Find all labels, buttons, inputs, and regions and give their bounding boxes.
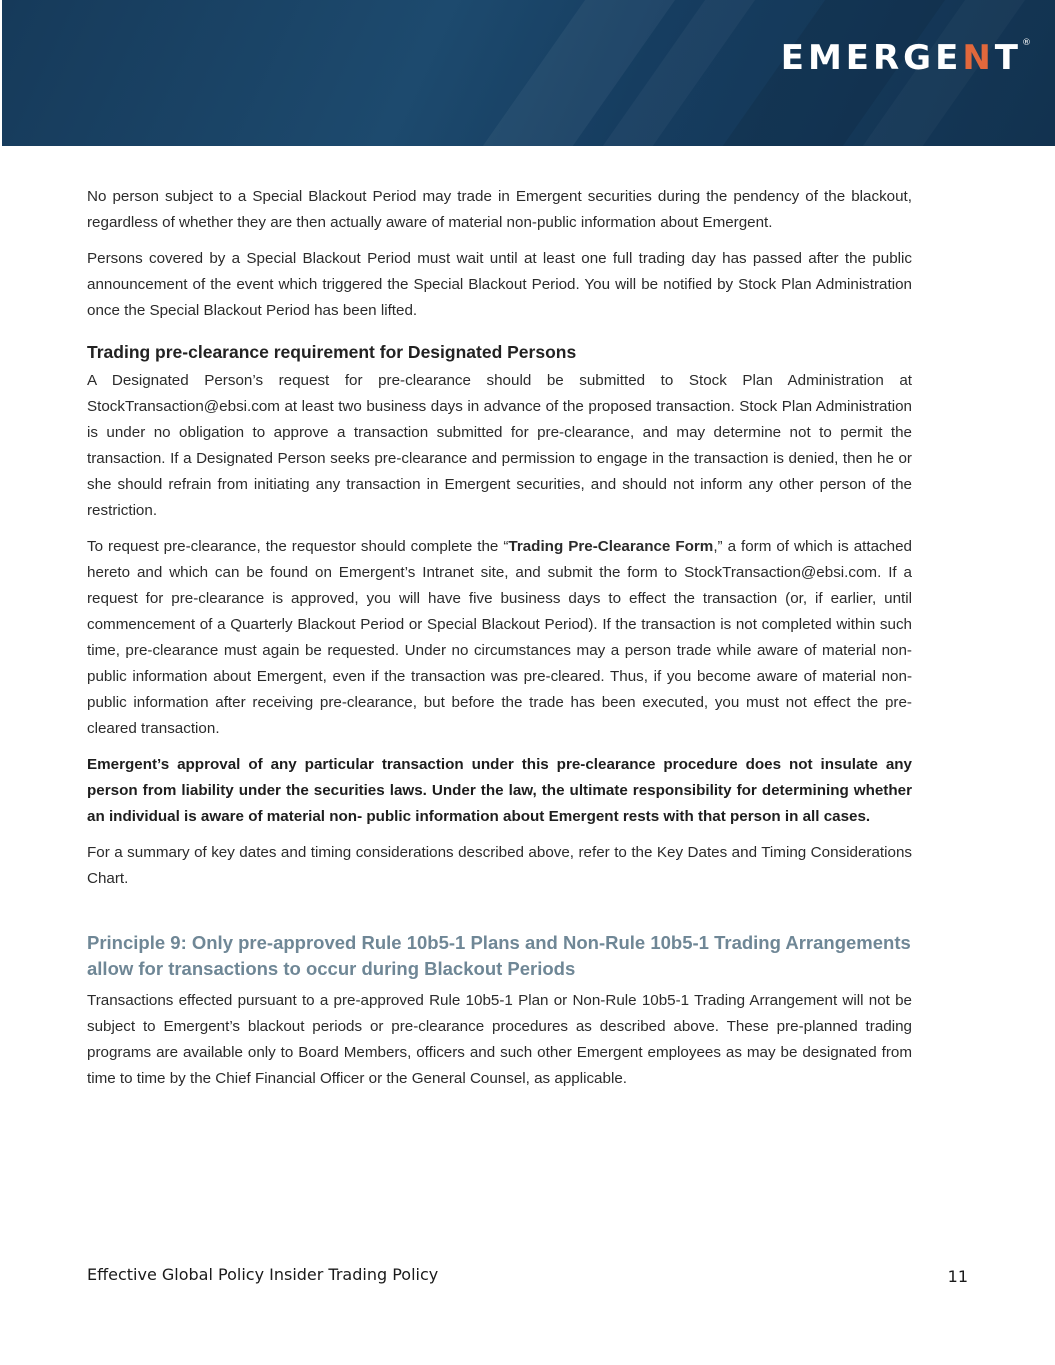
- paragraph-trading-plans: Transactions effected pursuant to a pre-approved Rule 10b5-1 Plan or Non-Rule 10b5-1 Trading Arrangement will not be subject to Emergent’s blackout periods or pre-clearance procedures as described above. These pre-planned trading programs are available only to Board Members, officers and such other Emergent employees as may be designated from time to time by the Chief Financial Officer or the General Counsel, as applicable.: [87, 992, 912, 1087]
- paragraph-liability-warning: Emergent’s approval of any particular transaction under this pre-clearance procedure does not insulate any person from liability under the securities laws. Under the law, the ultimate responsibility for determining whether an individual is aware of material non- public information about Emergent rests with that person in all cases.: [87, 756, 912, 825]
- logo-text-part2: T: [994, 38, 1022, 78]
- header-banner: [2, 0, 1055, 146]
- emergent-logo: [781, 38, 1031, 78]
- logo-text-part1: EMERGE: [780, 38, 963, 78]
- paragraph-key-dates: For a summary of key dates and timing considerations described above, refer to the Key Dates and Timing Considerations Chart.: [87, 844, 912, 887]
- paragraph-special-blackout: No person subject to a Special Blackout Period may trade in Emergent securities during the pendency of the blackout, regardless of whether they are then actually aware of material non-public information about Emergent.: [87, 188, 912, 231]
- heading-preclearance: Trading pre-clearance requirement for Designated Persons: [87, 342, 577, 362]
- document-body: [87, 184, 912, 1102]
- paragraph-preclearance-form: [87, 534, 912, 742]
- logo-text-accent: N: [962, 38, 995, 78]
- heading-principle-9: Principle 9: Only pre-approved Rule 10b5-1 Plans and Non-Rule 10b5-1 Trading Arrangements allow for transactions to occur during Blackout Periods: [87, 932, 911, 979]
- paragraph-blackout-lifted: Persons covered by a Special Blackout Period must wait until at least one full trading day has passed after the public announcement of the event which triggered the Special Blackout Period. You will be notified by Stock Plan Administration once the Special Blackout Period has been lifted.: [87, 250, 912, 319]
- preclearance-form-name: Trading Pre-Clearance Form: [508, 538, 714, 555]
- footer-title: Effective Global Policy Insider Trading Policy: [87, 1265, 439, 1284]
- paragraph-preclearance-request: A Designated Person’s request for pre-clearance should be submitted to Stock Plan Administration at StockTransaction@ebsi.com at least two business days in advance of the proposed transaction. Stock Plan Administration is under no obligation to approve a transaction submitted for pre-clearance, and may determine not to permit the transaction. If a Designated Person seeks pre-clearance and permission to engage in the transaction is denied, then he or she should refrain from initiating any transaction in Emergent securities, and should not inform any other person of the restriction.: [87, 372, 912, 519]
- page-number: 11: [947, 1267, 968, 1286]
- registered-mark: ®: [1022, 38, 1031, 48]
- preclearance-form-text-before: To request pre-clearance, the requestor should complete the “: [87, 538, 509, 555]
- preclearance-form-text-after: ,” a form of which is attached hereto and which can be found on Emergent’s Intranet site, and submit the form to StockTransaction@ebsi.com. If a request for pre-clearance is approved, you will have five business days to effect the transaction (or, if earlier, until commencement of a Quarterly Blackout Period or Special Blackout Period). If the transaction is not completed within such time, pre-clearance must again be requested. Under no circumstances may a person trade while aware of material non-public information about Emergent, even if the transaction was pre-cleared. Thus, if you become aware of material non-public information after receiving pre-clearance, but before the trade has been executed, you must not effect the pre-cleared transaction.: [87, 538, 912, 737]
